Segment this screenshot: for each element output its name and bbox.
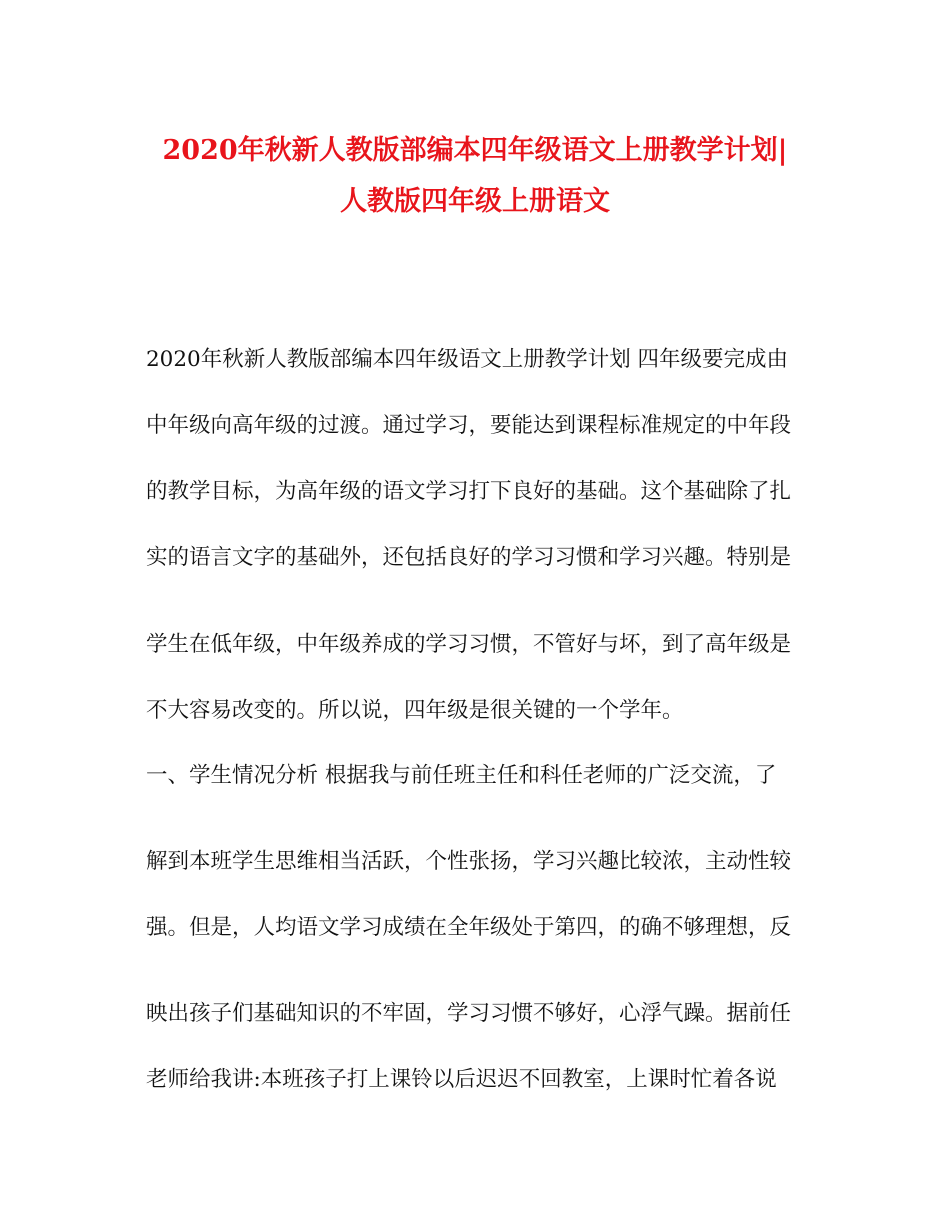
paragraph-line-8: 解到本班学生思维相当活跃，个性张扬，学习兴趣比较浓，主动性较 xyxy=(146,849,792,874)
paragraph-line-3: 的教学目标，为高年级的语文学习打下良好的基础。这个基础除了扎 xyxy=(146,479,792,504)
paragraph-line-11: 老师给我讲:本班孩子打上课铃以后迟迟不回教室，上课时忙着各说 xyxy=(146,1067,777,1092)
paragraph-line-6: 不大容易改变的。所以说，四年级是很关键的一个学年。 xyxy=(146,698,684,723)
document-title-line-2: 人教版四年级上册语文 xyxy=(340,186,610,217)
paragraph-line-10: 映出孩子们基础知识的不牢固，学习习惯不够好，心浮气躁。据前任 xyxy=(146,1001,792,1026)
paragraph-line-5: 学生在低年级，中年级养成的学习习惯，不管好与坏，到了高年级是 xyxy=(146,632,792,657)
paragraph-line-9: 强。但是，人均语文学习成绩在全年级处于第四，的确不够理想，反 xyxy=(146,915,792,940)
document-title-line-1: 2020年秋新人教版部编本四年级语文上册教学计划| xyxy=(162,135,788,166)
paragraph-line-2: 中年级向高年级的过渡。通过学习，要能达到课程标准规定的中年段 xyxy=(146,413,792,438)
section-heading-line: 一、学生情况分析 根据我与前任班主任和科任老师的广泛交流，了 xyxy=(146,763,777,788)
paragraph-line-4: 实的语言文字的基础外，还包括良好的学习习惯和学习兴趣。特别是 xyxy=(146,545,792,570)
paragraph-line-1: 2020年秋新人教版部编本四年级语文上册教学计划 四年级要完成由 xyxy=(146,347,789,372)
